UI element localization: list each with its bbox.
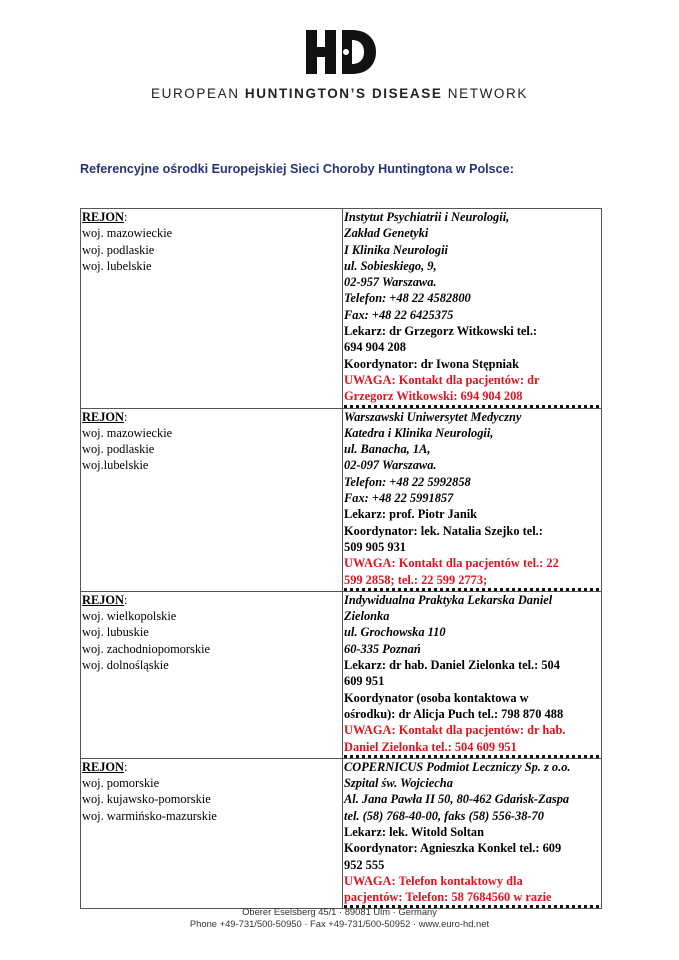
region-name: woj. mazowieckie xyxy=(82,425,173,440)
region-name: woj. podlaskie xyxy=(82,242,155,257)
center-address-line: Al. Jana Pawła II 50, 80-462 Gdańsk-Zaspa xyxy=(344,792,570,807)
region-name: woj. zachodniopomorskie xyxy=(82,641,211,656)
region-name: woj. kujawsko-pomorskie xyxy=(82,792,211,807)
network-suffix: NETWORK xyxy=(442,86,528,101)
region-name: woj. dolnośląskie xyxy=(82,658,169,673)
region-title-text: REJON xyxy=(82,759,124,774)
footer-contact: Phone +49-731/500-50950 · Fax +49-731/500-50952 · www.euro-hd.net xyxy=(189,918,490,929)
region-name: woj. mazowieckie xyxy=(82,226,173,241)
center-address-line: Zielonka xyxy=(344,609,390,624)
region-name: woj. warmińsko-mazurskie xyxy=(82,808,217,823)
footer-address: Oberer Eselsberg 45/1 · 89081 Ulm · Germany xyxy=(242,906,437,917)
region-name: woj. lubuskie xyxy=(82,625,149,640)
ehdn-logo xyxy=(306,30,376,74)
center-address-line: Katedra i Klinika Neurologii, xyxy=(344,425,494,440)
center-contact-line: Koordynator (osoba kontaktowa w xyxy=(344,690,529,705)
patient-contact-warning: 599 2858; tel.: 22 599 2773; xyxy=(344,572,599,591)
patient-contact-warning: UWAGA: Kontakt dla pacjentów tel.: 22 xyxy=(344,556,559,571)
patient-contact-warning: pacjentów: Telefon: 58 7684560 w razie xyxy=(344,889,599,908)
center-contact-line: Koordynator: dr Iwona Stępniak xyxy=(344,356,519,371)
region-title xyxy=(82,409,340,425)
network-name xyxy=(0,86,679,101)
center-row xyxy=(81,758,602,909)
center-address-line: Fax: +48 22 6425375 xyxy=(344,307,454,322)
region-name: woj. podlaskie xyxy=(82,442,155,457)
center-address-line: ul. Banacha, 1A, xyxy=(344,442,431,457)
region-name: woj. lubelskie xyxy=(82,258,152,273)
center-cell xyxy=(343,209,602,409)
patient-contact-warning: UWAGA: Telefon kontaktowy dla xyxy=(344,873,523,888)
center-address-line: Instytut Psychiatrii i Neurologii, xyxy=(344,210,510,224)
center-contact-line: ośrodku): dr Alicja Puch tel.: 798 870 488 xyxy=(344,706,564,721)
page-heading: Referencyjne ośrodki Europejskiej Sieci Choroby Huntingtona w Polsce: xyxy=(80,162,514,176)
center-row xyxy=(81,209,602,409)
patient-contact-warning: UWAGA: Kontakt dla pacjentów: dr xyxy=(344,372,540,387)
center-address-line: 02-957 Warszawa. xyxy=(344,275,437,290)
region-name: woj.lubelskie xyxy=(82,458,149,473)
center-cell xyxy=(343,591,602,758)
center-address-line: ul. Sobieskiego, 9, xyxy=(344,258,437,273)
center-contact-line: Lekarz: lek. Witold Soltan xyxy=(344,824,484,839)
center-address-line: 02-097 Warszawa. xyxy=(344,458,437,473)
centers-table xyxy=(80,208,602,909)
center-address-line: Telefon: +48 22 5992858 xyxy=(344,474,471,489)
center-contact-line: 694 904 208 xyxy=(344,340,406,355)
region-title-colon: : xyxy=(124,210,128,224)
center-address-line: Fax: +48 22 5991857 xyxy=(344,491,454,506)
region-title xyxy=(82,592,340,608)
center-contact-line: 609 951 xyxy=(344,674,385,689)
center-address-line: Szpital św. Wojciecha xyxy=(344,776,453,791)
center-address-line: I Klinika Neurologii xyxy=(344,242,448,257)
region-title xyxy=(82,209,340,225)
region-title-colon: : xyxy=(124,409,128,424)
region-cell xyxy=(81,209,343,409)
region-title-text: REJON xyxy=(82,409,124,424)
center-address-line: Zakład Genetyki xyxy=(344,226,429,241)
region-title-text: REJON xyxy=(82,592,124,607)
network-bold: HUNTINGTON’S DISEASE xyxy=(244,86,443,101)
center-row xyxy=(81,408,602,591)
network-prefix: EUROPEAN xyxy=(150,86,245,101)
center-contact-line: Lekarz: prof. Piotr Janik xyxy=(344,507,478,522)
region-name: woj. wielkopolskie xyxy=(82,609,177,624)
patient-contact-warning: UWAGA: Kontakt dla pacjentów: dr hab. xyxy=(344,723,566,738)
region-cell xyxy=(81,408,343,591)
center-address-line: COPERNICUS Podmiot Leczniczy Sp. z o.o. xyxy=(344,759,571,774)
center-cell xyxy=(343,758,602,909)
region-cell xyxy=(81,758,343,909)
center-row xyxy=(81,591,602,758)
patient-contact-warning: Grzegorz Witkowski: 694 904 208 xyxy=(344,388,599,407)
region-name: woj. pomorskie xyxy=(82,776,160,791)
center-cell xyxy=(343,408,602,591)
region-title xyxy=(82,759,340,775)
patient-contact-warning: Daniel Zielonka tel.: 504 609 951 xyxy=(344,739,599,758)
center-address-line: 60-335 Poznań xyxy=(344,641,421,656)
region-title-colon: : xyxy=(124,592,128,607)
center-contact-line: 952 555 xyxy=(344,857,385,872)
center-address-line: Indywidualna Praktyka Lekarska Daniel xyxy=(344,592,553,607)
center-address-line: ul. Grochowska 110 xyxy=(344,625,446,640)
region-cell xyxy=(81,591,343,758)
center-contact-line: Lekarz: dr hab. Daniel Zielonka tel.: 504 xyxy=(344,658,560,673)
center-contact-line: Koordynator: Agnieszka Konkel tel.: 609 xyxy=(344,841,562,856)
center-contact-line: Koordynator: lek. Natalia Szejko tel.: xyxy=(344,523,543,538)
region-title-colon: : xyxy=(124,759,128,774)
center-contact-line: 509 905 931 xyxy=(344,539,406,554)
center-address-line: Warszawski Uniwersytet Medyczny xyxy=(344,409,522,424)
center-address-line: tel. (58) 768-40-00, faks (58) 556-38-70 xyxy=(344,808,544,823)
center-contact-line: Lekarz: dr Grzegorz Witkowski tel.: xyxy=(344,324,538,339)
center-address-line: Telefon: +48 22 4582800 xyxy=(344,291,471,306)
region-title-text: REJON xyxy=(82,210,124,224)
